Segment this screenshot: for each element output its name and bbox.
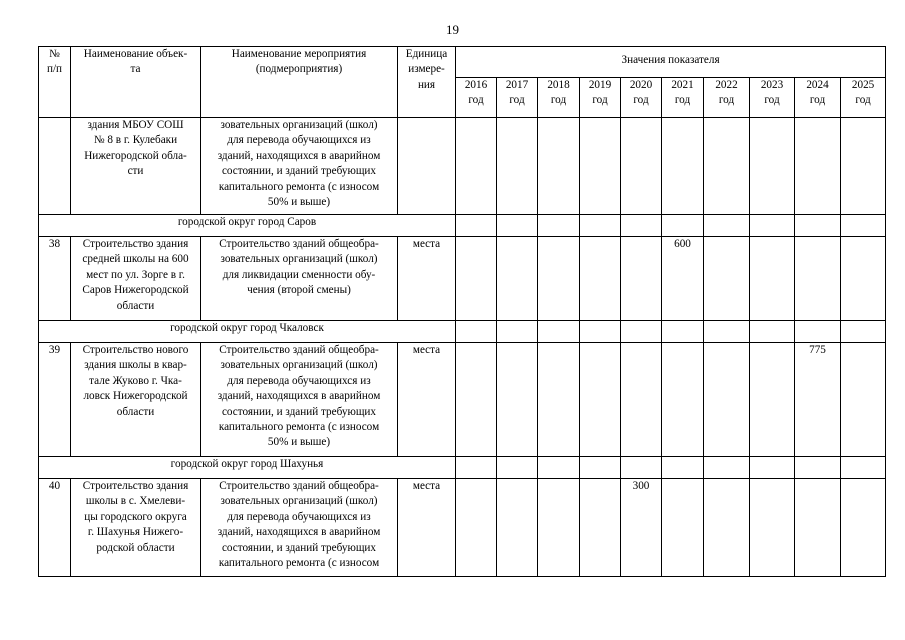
row-measure: зовательных организаций (школ) для перевода обучающихся из зданий, находящихся в аварийном состоянии, и зданий требующих капитального ремонта (с износом 50% и выше) <box>201 118 398 215</box>
table-row <box>39 343 886 457</box>
section-title: городской округ город Шахунья <box>39 457 456 479</box>
row-unit <box>398 118 456 215</box>
header-year: 2019 год <box>580 78 621 118</box>
value-cell <box>704 237 750 321</box>
header-year: 2024 год <box>795 78 841 118</box>
header-year: 2020 год <box>621 78 662 118</box>
value-cell <box>621 343 662 457</box>
row-num: 39 <box>39 343 71 457</box>
header-measure: Наименование мероприятия (подмероприятия) <box>201 47 398 118</box>
page-number: 19 <box>446 22 459 37</box>
section-row <box>39 457 886 479</box>
value-cell <box>497 479 538 577</box>
indicator-table <box>38 46 886 577</box>
table-row <box>39 237 886 321</box>
row-num: 40 <box>39 479 71 577</box>
header-year: 2025 год <box>841 78 886 118</box>
value-cell <box>538 237 580 321</box>
row-num: 38 <box>39 237 71 321</box>
row-object: Строительство нового здания школы в квар- тале Жуково г. Чка- ловск Нижегородской области <box>71 343 201 457</box>
header-year: 2023 год <box>750 78 795 118</box>
row-num <box>39 118 71 215</box>
value-cell: 300 <box>621 479 662 577</box>
value-cell <box>841 237 886 321</box>
value-cell <box>662 479 704 577</box>
value-cell <box>750 479 795 577</box>
value-cell <box>456 237 497 321</box>
value-cell <box>538 343 580 457</box>
header-unit: Единица измере- ния <box>398 47 456 118</box>
value-cell: 600 <box>662 237 704 321</box>
header-object: Наименование объек- та <box>71 47 201 118</box>
value-cell <box>750 237 795 321</box>
value-cell <box>750 343 795 457</box>
row-object: здания МБОУ СОШ № 8 в г. Кулебаки Нижегородской обла- сти <box>71 118 201 215</box>
value-cell <box>580 237 621 321</box>
value-cell <box>497 237 538 321</box>
row-object: Строительство здания средней школы на 600 мест по ул. Зорге в г. Саров Нижегородской области <box>71 237 201 321</box>
row-unit: места <box>398 343 456 457</box>
value-cell <box>704 343 750 457</box>
row-measure: Строительство зданий общеобра- зовательных организаций (школ) для ликвидации сменности обу- чения (второй смены) <box>201 237 398 321</box>
value-cell <box>580 343 621 457</box>
header-year: 2021 год <box>662 78 704 118</box>
row-unit: места <box>398 237 456 321</box>
header-year: 2022 год <box>704 78 750 118</box>
table-row <box>39 118 886 215</box>
header-values-title: Значения показателя <box>456 47 886 78</box>
value-cell: 775 <box>795 343 841 457</box>
section-title: городской округ город Саров <box>39 215 456 237</box>
row-measure: Строительство зданий общеобра- зовательных организаций (школ) для перевода обучающихся из зданий, находящихся в аварийном состоянии, и зданий требующих капитального ремонта (с износом <box>201 479 398 577</box>
value-cell <box>456 343 497 457</box>
header-year: 2018 год <box>538 78 580 118</box>
value-cell <box>795 237 841 321</box>
section-title: городской округ город Чкаловск <box>39 321 456 343</box>
value-cell <box>704 479 750 577</box>
value-cell <box>538 479 580 577</box>
section-row <box>39 215 886 237</box>
header-year: 2016 год <box>456 78 497 118</box>
header-num: № п/п <box>39 47 71 118</box>
header-year: 2017 год <box>497 78 538 118</box>
value-cell <box>580 479 621 577</box>
row-object: Строительство здания школы в с. Хмелеви- цы городского округа г. Шахунья Нижего- родской области <box>71 479 201 577</box>
table-row <box>39 479 886 577</box>
value-cell <box>621 237 662 321</box>
section-row <box>39 321 886 343</box>
value-cell <box>662 343 704 457</box>
value-cell <box>841 343 886 457</box>
value-cell <box>497 343 538 457</box>
value-cell <box>841 479 886 577</box>
value-cell <box>795 479 841 577</box>
row-unit: места <box>398 479 456 577</box>
value-cell <box>456 479 497 577</box>
row-measure: Строительство зданий общеобра- зовательных организаций (школ) для перевода обучающихся из зданий, находящихся в аварийном состоянии, и зданий требующих капитального ремонта (с износом 50% и выше) <box>201 343 398 457</box>
